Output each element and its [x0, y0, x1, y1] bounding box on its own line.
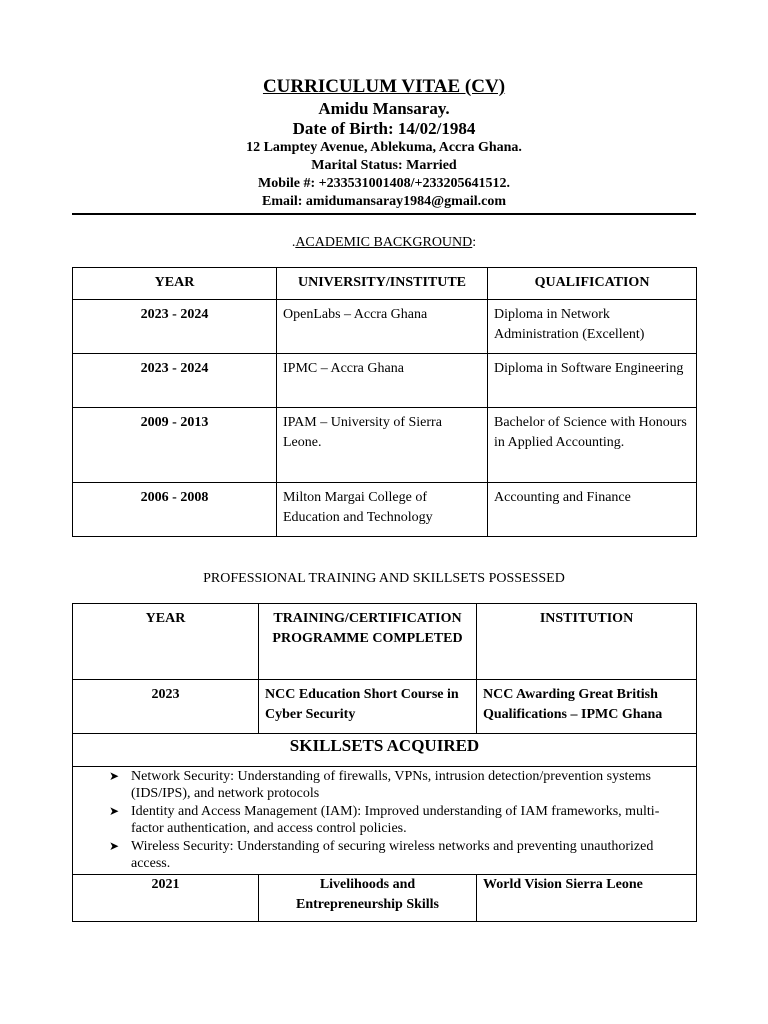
professional-header-row — [73, 603, 697, 679]
programme-cell: Livelihoods and Entrepreneurship Skills — [259, 874, 477, 921]
institute-cell: Milton Margai College of Education and Technology — [277, 482, 488, 536]
skills-cell — [73, 766, 697, 874]
skills-title-row — [73, 733, 697, 766]
arrow-bullet-icon: ➤ — [109, 838, 120, 853]
date-of-birth: Date of Birth: 14/02/1984 — [292, 119, 476, 138]
header-divider — [72, 213, 696, 215]
col-institution: INSTITUTION — [477, 603, 697, 679]
year-cell: 2009 - 2013 — [73, 407, 277, 482]
skills-row — [73, 766, 697, 874]
year-cell: 2023 - 2024 — [73, 299, 277, 353]
year-cell: 2006 - 2008 — [73, 482, 277, 536]
col-institute: UNIVERSITY/INSTITUTE — [277, 268, 488, 300]
mobile-number: Mobile #: +233531001408/+233205641512. — [258, 176, 510, 191]
qualification-cell: Accounting and Finance — [488, 482, 697, 536]
academic-heading: .ACADEMIC BACKGROUND: — [291, 235, 477, 250]
table-row — [73, 407, 697, 482]
table-row — [73, 874, 697, 921]
candidate-name: Amidu Mansaray. — [318, 99, 450, 118]
col-programme: TRAINING/CERTIFICATION PROGRAMME COMPLETED — [259, 603, 477, 679]
qualification-cell: Diploma in Software Engineering — [488, 353, 697, 407]
table-row — [73, 679, 697, 733]
address: 12 Lamptey Avenue, Ablekuma, Accra Ghana. — [246, 140, 522, 155]
list-item: ➤ Network Security: Understanding of firewalls, VPNs, intrusion detection/prevention systems (IDS/IPS), and network protocols — [109, 768, 651, 801]
email-address: Email: amidumansaray1984@gmail.com — [261, 194, 506, 209]
academic-heading-text: ACADEMIC BACKGROUND — [295, 235, 473, 250]
cv-page — [72, 76, 696, 922]
skillsets-title: SKILLSETS ACQUIRED — [73, 733, 697, 766]
arrow-bullet-icon: ➤ — [109, 803, 120, 818]
cv-title: CURRICULUM VITAE (CV) — [262, 76, 506, 97]
institution-cell: NCC Awarding Great British Qualifications – IPMC Ghana — [477, 679, 697, 733]
qualification-cell: Bachelor of Science with Honours in Applied Accounting. — [488, 407, 697, 482]
institution-cell: World Vision Sierra Leone — [477, 874, 697, 921]
arrow-bullet-icon: ➤ — [109, 768, 120, 783]
table-row — [73, 299, 697, 353]
institute-cell: IPAM – University of Sierra Leone. — [277, 407, 488, 482]
programme-cell: NCC Education Short Course in Cyber Security — [259, 679, 477, 733]
year-cell: 2023 — [73, 679, 259, 733]
skills-list — [79, 768, 690, 873]
academic-table — [72, 267, 697, 537]
marital-status: Marital Status: Married — [311, 158, 457, 173]
year-cell: 2023 - 2024 — [73, 353, 277, 407]
institute-cell: IPMC – Accra Ghana — [277, 353, 488, 407]
col-year: YEAR — [73, 268, 277, 300]
qualification-cell: Diploma in Network Administration (Excellent) — [488, 299, 697, 353]
institute-cell: OpenLabs – Accra Ghana — [277, 299, 488, 353]
list-item: ➤ Wireless Security: Understanding of securing wireless networks and preventing unauthorized access. — [109, 838, 654, 871]
academic-header-row — [73, 268, 697, 300]
col-year: YEAR — [73, 603, 259, 679]
col-qualification: QUALIFICATION — [488, 268, 697, 300]
table-row — [73, 482, 697, 536]
list-item: ➤ Identity and Access Management (IAM): Improved understanding of IAM frameworks, multi-factor authentication, and access control policies. — [109, 803, 660, 836]
table-row — [73, 353, 697, 407]
professional-table — [72, 603, 697, 922]
year-cell: 2021 — [73, 874, 259, 921]
professional-heading: PROFESSIONAL TRAINING AND SKILLSETS POSSESSED — [203, 570, 565, 586]
